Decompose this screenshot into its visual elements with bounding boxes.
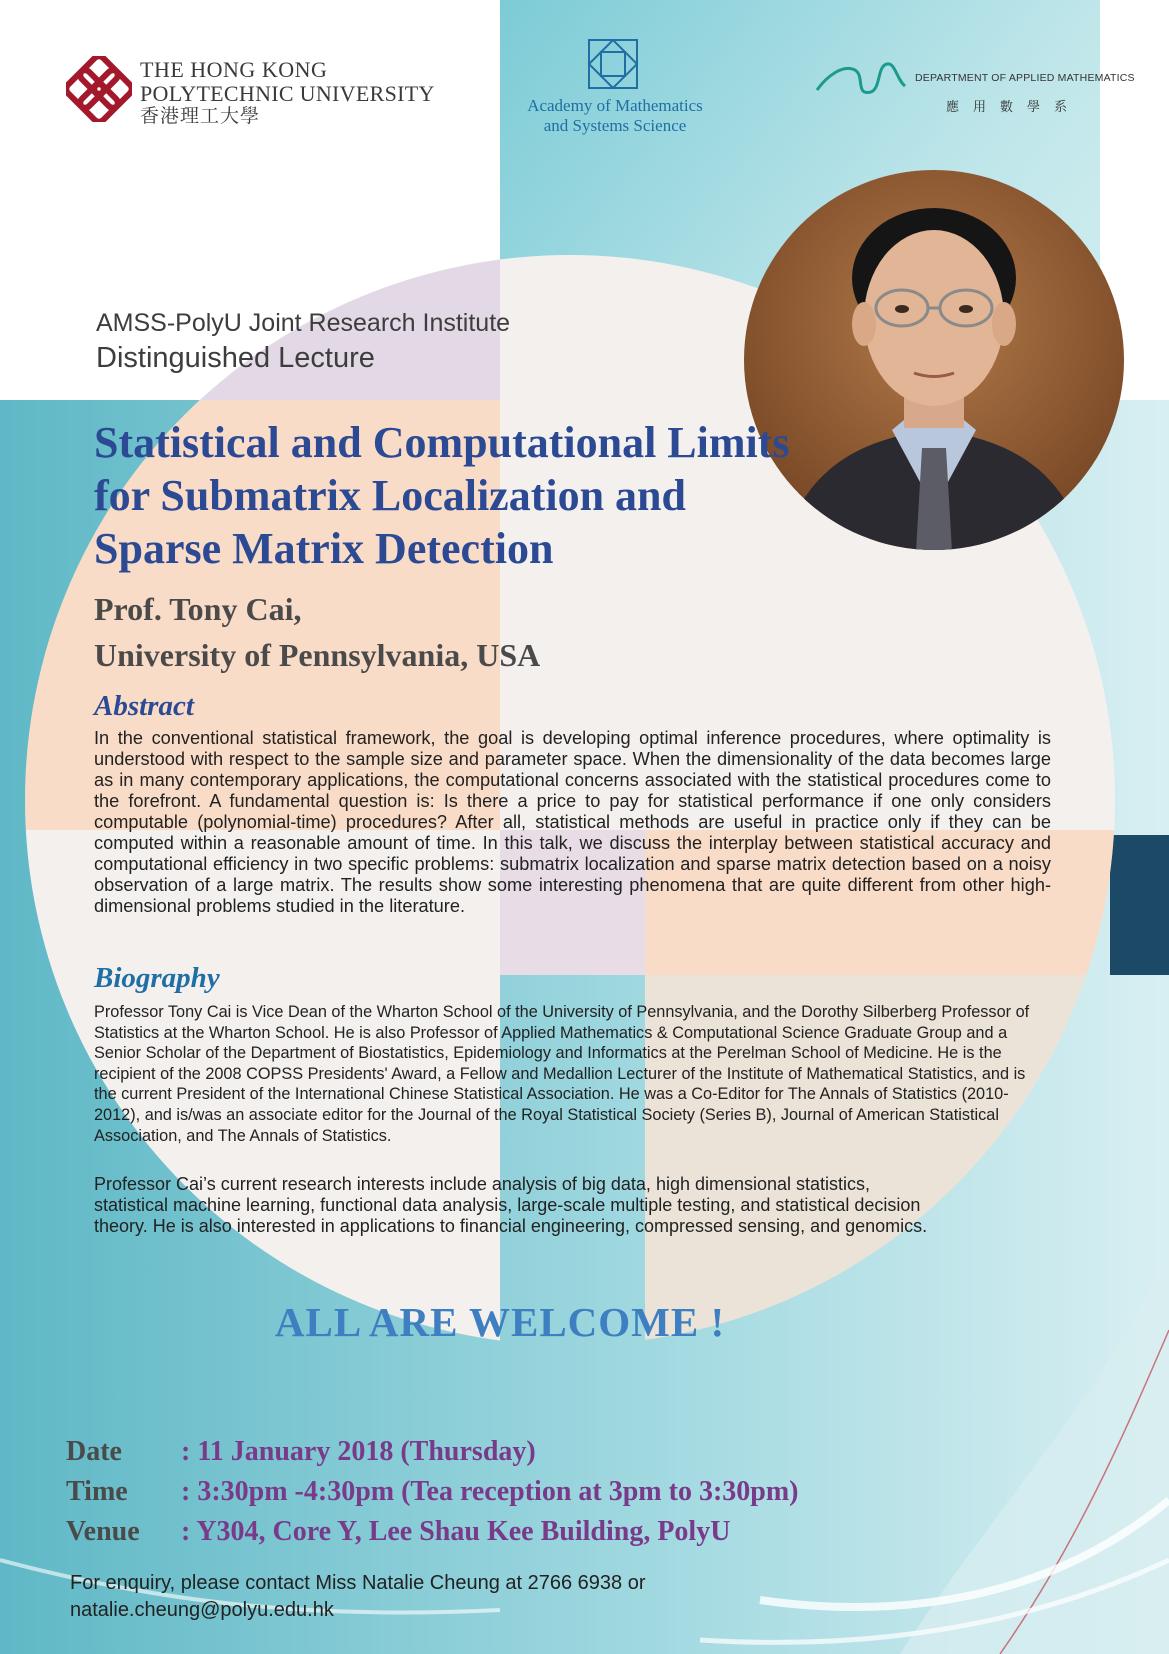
date-separator: : [181, 1436, 191, 1467]
series-line1: AMSS-PolyU Joint Research Institute [96, 309, 511, 337]
biography-heading: Biography [94, 962, 220, 994]
applied-math-logo-icon [815, 56, 907, 102]
amss-name [500, 96, 730, 136]
abstract-text: In the conventional statistical framework, the goal is developing optimal inference procedures, where optimality is understood with respect to the sample size and parameter space. When the dimensionality of the data becomes large as in many contemporary applications, the computational concerns associated with the statistical procedures come to the forefront. A fundamental question is: Is there a price to pay for statistical performance if one only considers computable (polynomial-time) procedures? After all, statistical methods are useful in practice only if they can be computed within a reasonable amount of time. In this talk, we discuss the interplay between statistical accuracy and computational efficiency in two specific problems: submatrix localization and sparse matrix detection based on a noisy observation of a large matrix. The results show some interesting phenomena that are quite different from other high-dimensional problems studied in the literature. [94, 728, 1051, 916]
venue-label: Venue [66, 1516, 140, 1547]
biography-paragraph-1: Professor Tony Cai is Vice Dean of the Wharton School of the University of Pennsylvania, and the Dorothy Silberberg Professor of Statistics at the Wharton School. He is also Professor of Applied Mathematics & Computational Science Graduate Group and a Senior Scholar of the Department of Biostatistics, Epidemiology and Informatics at the Perelman School of Medicine. He is the recipient of the 2008 COPSS Presidents' Award, a Fellow and Medallion Lecturer of the Institute of Mathematical Statistics, and is the current President of the International Chinese Statistical Association. He was a Co-Editor for The Annals of Statistics (2010-2012), and is/was an associate editor for the Journal of the Royal Statistical Society (Series B), Journal of American Statistical Association, and The Annals of Statistics. [94, 1003, 1030, 1145]
enquiry-info [70, 1570, 770, 1624]
speaker-affiliation: University of Pennsylvania, USA [94, 637, 541, 673]
venue-separator: : [181, 1516, 191, 1547]
series-line2: Distinguished Lecture [96, 342, 375, 374]
department-name: DEPARTMENT OF APPLIED MATHEMATICS [915, 72, 1135, 84]
welcome-banner: ALL ARE WELCOME ! [274, 1299, 726, 1345]
venue-row [66, 1516, 730, 1556]
polyu-name [140, 58, 435, 128]
amss-name-line1: Academy of Mathematics [527, 96, 703, 115]
date-row [66, 1436, 536, 1476]
amss-logo-icon [587, 38, 639, 90]
date-value: 11 January 2018 (Thursday) [197, 1436, 536, 1467]
enquiry-email[interactable]: natalie.cheung@polyu.edu.hk [70, 1599, 334, 1621]
abstract-heading: Abstract [94, 690, 194, 722]
speaker-name: Prof. Tony Cai, [94, 591, 302, 627]
venue-value: Y304, Core Y, Lee Shau Kee Building, PolyU [196, 1516, 731, 1547]
time-label: Time [66, 1476, 128, 1507]
speaker-info [94, 586, 540, 678]
amss-name-line2: and Systems Science [543, 116, 687, 135]
lecture-title: Statistical and Computational Limits for Submatrix Localization and Sparse Matrix Detection [94, 418, 790, 573]
biography-paragraph-2: Professor Cai’s current research interests include analysis of big data, high dimensional statistics, statistical machine learning, functional data analysis, large-scale multiple testing, and statistical decision theory. He is also interested in applications to financial engineering, compressed sensing, and genomics. [94, 1174, 928, 1236]
date-label: Date [66, 1436, 122, 1467]
time-row [66, 1476, 799, 1516]
department-name-chinese: 應用數學系 [946, 99, 1082, 114]
polyu-name-chinese: 香港理工大學 [140, 106, 261, 127]
polyu-logo-icon [66, 56, 132, 122]
polyu-name-line2: POLYTECHNIC UNIVERSITY [140, 81, 435, 106]
time-value: 3:30pm -4:30pm (Tea reception at 3pm to 3:30pm) [197, 1476, 799, 1507]
lecture-series [96, 306, 510, 376]
polyu-name-line1: THE HONG KONG [140, 57, 328, 82]
time-separator: : [181, 1476, 191, 1507]
enquiry-line1: For enquiry, please contact Miss Natalie Cheung at 2766 6938 or [70, 1572, 646, 1594]
